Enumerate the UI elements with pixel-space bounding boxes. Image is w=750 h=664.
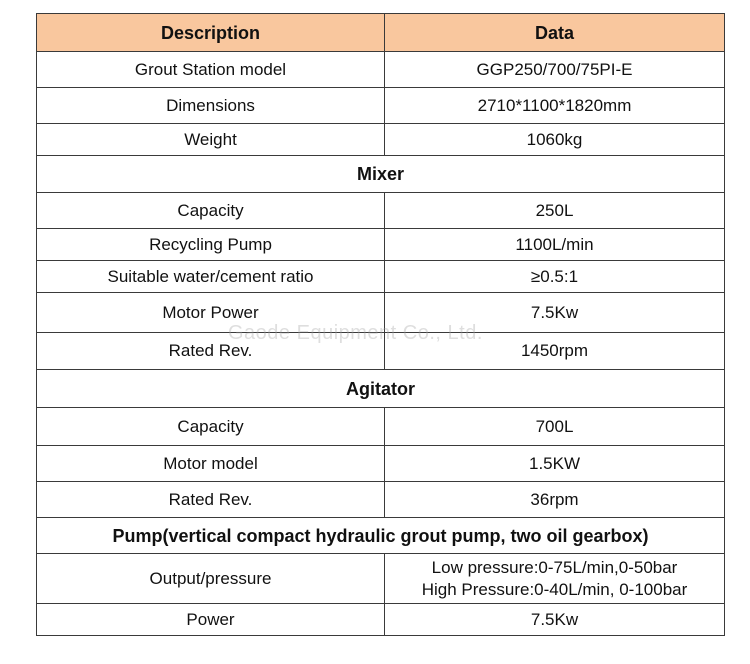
table-row [37, 52, 725, 88]
row-label: Capacity [37, 193, 385, 229]
header-description: Description [37, 14, 385, 52]
table-header-row [37, 14, 725, 52]
row-label: Power [37, 604, 385, 636]
table-row [37, 482, 725, 518]
row-value-line: Low pressure:0-75L/min,0-50bar [431, 557, 678, 577]
row-value: 250L [385, 193, 725, 229]
table-row [37, 124, 725, 156]
table-row [37, 193, 725, 229]
section-row [37, 370, 725, 408]
row-label: Grout Station model [37, 52, 385, 88]
table-row [37, 229, 725, 261]
table-row [37, 604, 725, 636]
row-value: 1450rpm [385, 333, 725, 370]
watermark-text: Gaode Equipment Co., Ltd. [228, 322, 483, 344]
row-value: 36rpm [385, 482, 725, 518]
row-value: ≥0.5:1 [385, 261, 725, 293]
row-value [385, 554, 725, 604]
header-data: Data [385, 14, 725, 52]
row-label: Motor Power [37, 293, 385, 333]
section-row [37, 156, 725, 193]
row-label: Output/pressure [37, 554, 385, 604]
row-label: Suitable water/cement ratio [37, 261, 385, 293]
spec-table [36, 13, 725, 636]
section-row [37, 518, 725, 554]
row-value: 7.5Kw [385, 604, 725, 636]
row-label: Rated Rev. [37, 482, 385, 518]
section-title: Pump(vertical compact hydraulic grout pump, two oil gearbox) [37, 518, 725, 554]
row-value: 7.5Kw [385, 293, 725, 333]
row-value-line: High Pressure:0-40L/min, 0-100bar [421, 579, 688, 599]
table-row [37, 333, 725, 370]
row-label: Motor model [37, 446, 385, 482]
row-label: Rated Rev. [37, 333, 385, 370]
row-value: GGP250/700/75PI-E [385, 52, 725, 88]
row-value: 1060kg [385, 124, 725, 156]
table-row [37, 408, 725, 446]
row-label: Capacity [37, 408, 385, 446]
row-value: 1100L/min [385, 229, 725, 261]
table-row [37, 88, 725, 124]
table-row [37, 293, 725, 333]
row-value: 1.5KW [385, 446, 725, 482]
section-title: Mixer [37, 156, 725, 193]
table-row [37, 261, 725, 293]
table-row [37, 446, 725, 482]
table-row [37, 554, 725, 604]
row-value: 700L [385, 408, 725, 446]
section-title: Agitator [37, 370, 725, 408]
row-label: Recycling Pump [37, 229, 385, 261]
row-label: Dimensions [37, 88, 385, 124]
row-value: 2710*1100*1820mm [385, 88, 725, 124]
row-label: Weight [37, 124, 385, 156]
